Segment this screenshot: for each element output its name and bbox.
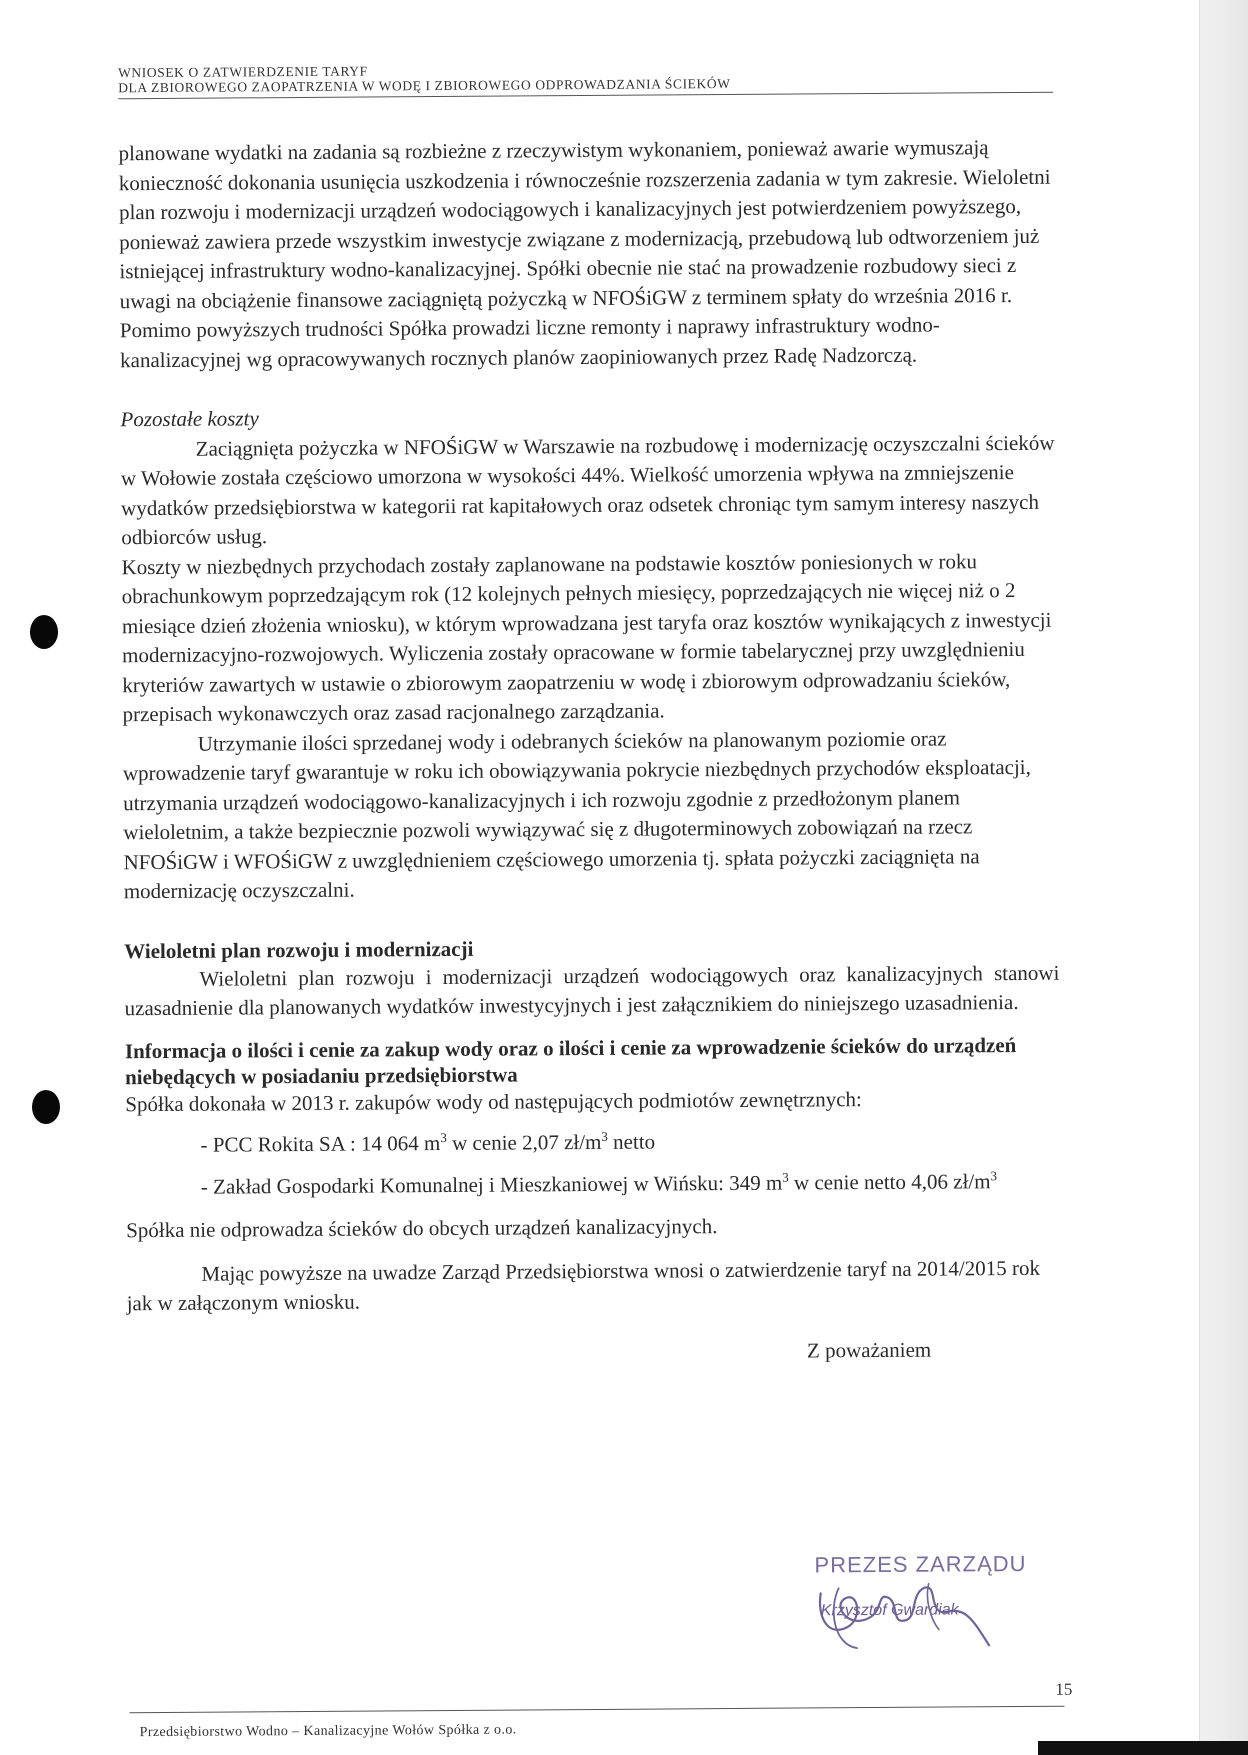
tariff-request: Mając powyższe na uwadze Zarząd Przedsiębiorstwa wnosi o zatwierdzenie taryf na 2014/2015 rok jak w załączonym wniosku. (126, 1255, 1041, 1316)
scan-page-edge (1199, 0, 1248, 1755)
cubic-exponent: 3 (601, 1128, 608, 1144)
other-costs-subheading: Pozostałe koszty (120, 406, 259, 432)
cubic-exponent: 3 (440, 1129, 447, 1146)
purchase-item-pcc-price: w cenie 2,07 zł/m (446, 1129, 602, 1155)
costs-paragraph: Koszty w niezbędnych przychodach zostały zaplanowane na podstawie kosztów poniesionych w roku obrachunkowym poprzedzającym rok (12 kolejnych pełnych miesięcy, poprzedzających nie więcej niż o 2 miesiące dzień złożenia wniosku), w którym wprowadzana jest taryfa oraz kosztów wynikających z inwestycji modernizacyjno-rozwojowych. Wyliczenia zostały opracowane w formie tabelarycznej przy uwzględnieniu kryteriów zawartych w ustawie o zbiorowym zaopatrzeniu w wodę i zbiorowym odprowadzaniu ścieków, przepisach wykonawczych oraz zasad racjonalnego zarządzania. (121, 548, 1052, 727)
page-number: 15 (1055, 1679, 1073, 1699)
loan-paragraph: Zaciągnięta pożyczka w NFOŚiGW w Warszawie na rozbudowę i modernizację oczyszczalni ścieków w Wołowie została częściowo umorzona w wysokości 44%. Wielkość umorzenia wpływa na zmniejszenie wydatków przedsiębiorstwa w kategorii rat kapitałowych oraz odsetek chroniąc tym samym interesy naszych odbiorców usług. (120, 430, 1055, 550)
purchase-item-pcc (125, 1125, 1060, 1161)
plan-paragraph: Wieloletni plan rozwoju i modernizacji urządzeń wodociągowych oraz kanalizacyjnych stanowi uzasadnienie dla planowanych wydatków inwestycyjnych i jest załącznikiem do niniejszego uzasadnienia. (124, 960, 1060, 1021)
purchase-item-pcc-suffix: netto (607, 1129, 656, 1154)
purchase-item-pcc-text: - PCC Rokita SA : 14 064 m (200, 1131, 441, 1157)
document-page (118, 59, 1073, 1741)
intro-paragraph: planowane wydatki na zadania są rozbieżne z rzeczywistym wykonaniem, ponieważ awarie wymuszają konieczność dokonania usunięcia uszkodzenia i równocześnie rozszerzenia zadania w tym zakresie. Wieloletni plan rozwoju i modernizacji urządzeń wodociągowych i kanalizacyjnych jest potwierdzeniem powyższego, ponieważ zawiera przede wszystkim inwestycje związane z modernizacją, przebudową lub odtworzeniem już istniejącej infrastruktury wodno-kanalizacyjnej. Spółki obecnie nie stać na prowadzenie rozbudowy sieci z uwagi na obciążenie finansowe zaciągniętą pożyczką w NFOŚiGW z terminem spłaty do września 2016 r. Pomimo powyższych trudności Spółka prowadzi liczne remonty i naprawy infrastruktury wodno-kanalizacyjnej wg opracowywanych rocznych planów zaopiniowanych przez Radę Nadzorczą. (118, 135, 1051, 372)
document-footer: Przedsiębiorstwo Wodno – Kanalizacyjne Wołów Spółka z o.o. (139, 1722, 517, 1741)
plan-heading: Wieloletni plan rozwoju i modernizacji (124, 936, 474, 963)
document-header (118, 59, 1053, 96)
handwritten-signature (798, 1547, 1029, 1669)
purchase-heading: Informacja o ilości i cenie za zakup wody oraz o ilości i cenie za wprowadzenie ścieków do urządzeń niebędących w posiadaniu przedsiębiorstwa (124, 1032, 1017, 1089)
header-line-2: DLA ZBIOROWEGO ZAOPATRZENIA W WODĘ I ZBIOROWEGO ODPROWADZANIA ŚCIEKÓW (118, 75, 731, 96)
tariff-paragraph: Utrzymanie ilości sprzedanej wody i odebranych ścieków na planowanym poziomie oraz wprowadzenie taryf gwarantuje w roku ich obowiązywania pokrycie niezbędnych przychodów eksploatacji, utrzymania urządzeń wodociągowo-kanalizacyjnych i ich rozwoju zgodnie z przedłożonym planem wieloletnim, a także bezpiecznie pozwoli wywiązywać się z długoterminowych zobowiązań na rzecz NFOŚiGW i WFOŚiGW z uwzględnieniem częściowego umorzenia tj. spłata pożyczki zaciągnięta na modernizację oczyszczalni. (122, 725, 1031, 904)
scan-border-artifact (1038, 1741, 1248, 1755)
header-line-1: WNIOSEK O ZATWIERDZENIE TARYF (118, 63, 368, 81)
cubic-exponent: 3 (782, 1169, 789, 1185)
punch-hole-mark (30, 615, 58, 649)
purchase-item-zgkim (126, 1166, 1061, 1202)
purchase-item-zgkim-price: w cenie netto 4,06 zł/m (788, 1168, 991, 1195)
purchase-intro: Spółka dokonała w 2013 r. zakupów wody od następujących podmiotów zewnętrznych: (125, 1086, 862, 1116)
punch-hole-mark (32, 1090, 60, 1124)
stamp-name: Krzysztof Gwardiak (820, 1601, 959, 1620)
purchase-item-zgkim-text: - Zakład Gospodarki Komunalnej i Mieszkaniowej w Wińsku: 349 m (200, 1170, 783, 1199)
signature-stamp (798, 1547, 1029, 1669)
closing-salutation: Z poważaniem (806, 1337, 932, 1362)
footer-divider (130, 1706, 1065, 1714)
stamp-title: PREZES ZARZĄDU (814, 1550, 1027, 1578)
sewage-note: Spółka nie odprowadza ścieków do obcych urządzeń kanalizacyjnych. (126, 1214, 718, 1243)
document-body (119, 133, 1063, 1370)
cubic-exponent: 3 (990, 1167, 998, 1183)
